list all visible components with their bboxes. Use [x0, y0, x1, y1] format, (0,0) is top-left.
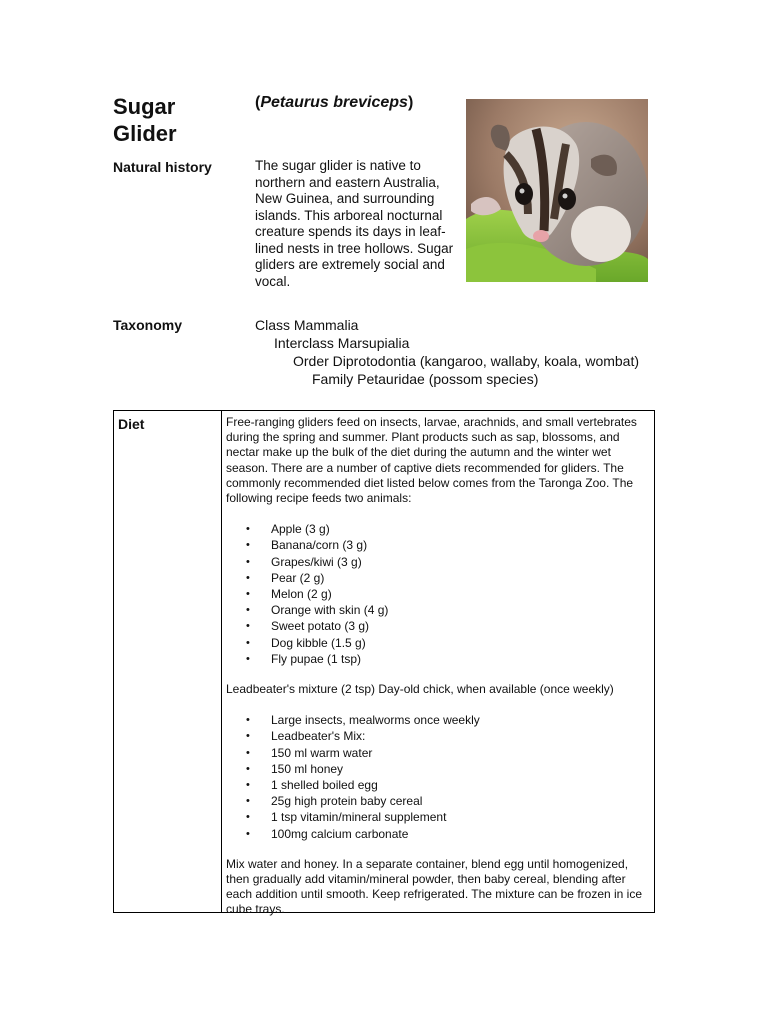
natural-history-text: The sugar glider is native to northern and eastern Australia, New Guinea, and surrounding islands. This arboreal nocturnal creature spends its days in leaf-lined nests in tree hollows. Sugar gliders are extremely social and vocal. — [255, 158, 454, 289]
taxonomy-label: Taxonomy — [113, 317, 182, 333]
list-item: • 1 tsp vitamin/mineral supplement — [226, 809, 651, 825]
diet-middle: Leadbeater's mixture (2 tsp) Day-old chick, when available (once weekly) — [226, 682, 614, 697]
diet-closing: Mix water and honey. In a separate container, blend egg until homogenized, then gradually add vitamin/mineral powder, then baby cereal, blending after each addition until smooth. Keep refrigerated. The mixture can be frozen in ice cube trays. — [226, 856, 643, 917]
list-item: • Fly pupae (1 tsp) — [226, 651, 651, 667]
list-item: • 150 ml warm water — [226, 745, 651, 761]
list-item: • Sweet potato (3 g) — [226, 618, 651, 634]
diet-content — [226, 415, 651, 918]
list-item: • Melon (2 g) — [226, 586, 651, 602]
list-item: • Dog kibble (1.5 g) — [226, 635, 651, 651]
taxonomy-interclass: Interclass Marsupialia — [274, 335, 410, 351]
taxonomy-order: Order Diprotodontia (kangaroo, wallaby, koala, wombat) — [293, 353, 640, 369]
list-item: • 100mg calcium carbonate — [226, 826, 651, 842]
diet-table — [113, 410, 655, 917]
sugar-glider-illustration — [466, 99, 648, 282]
sugar-glider-photo — [466, 99, 648, 282]
list-item: • Pear (2 g) — [226, 570, 651, 586]
list-item: • Orange with skin (4 g) — [226, 602, 651, 618]
mix-list — [226, 712, 651, 842]
list-item: • Apple (3 g) — [226, 521, 651, 537]
list-item: • Leadbeater's Mix: — [226, 728, 651, 744]
taxonomy-family: Family Petauridae (possom species) — [312, 371, 539, 387]
taxonomy-class: Class Mammalia — [255, 317, 359, 333]
list-item: • Grapes/kiwi (3 g) — [226, 554, 651, 570]
recipe-list — [226, 521, 651, 667]
list-item: • Banana/corn (3 g) — [226, 537, 651, 553]
list-item: • 25g high protein baby cereal — [226, 793, 651, 809]
diet-intro: Free-ranging gliders feed on insects, larvae, arachnids, and small vertebrates during the spring and summer. Plant products such as sap, blossoms, and nectar make up the bulk of the diet during the autumn and the winter wet season. There are a number of captive diets recommended for gliders. The commonly recommended diet listed below comes from the Taronga Zoo. The following recipe feeds two animals: — [226, 415, 637, 506]
natural-history-label: Natural history — [113, 159, 212, 175]
page-title: Sugar Glider — [113, 94, 177, 146]
scientific-name-italic: Petaurus breviceps — [260, 94, 408, 111]
diet-label-cell — [114, 411, 222, 912]
list-item: • Large insects, mealworms once weekly — [226, 712, 651, 728]
diet-label: Diet — [118, 416, 145, 432]
list-item: • 150 ml honey — [226, 761, 651, 777]
scientific-name: (Petaurus breviceps) — [255, 94, 414, 111]
list-item: • 1 shelled boiled egg — [226, 777, 651, 793]
